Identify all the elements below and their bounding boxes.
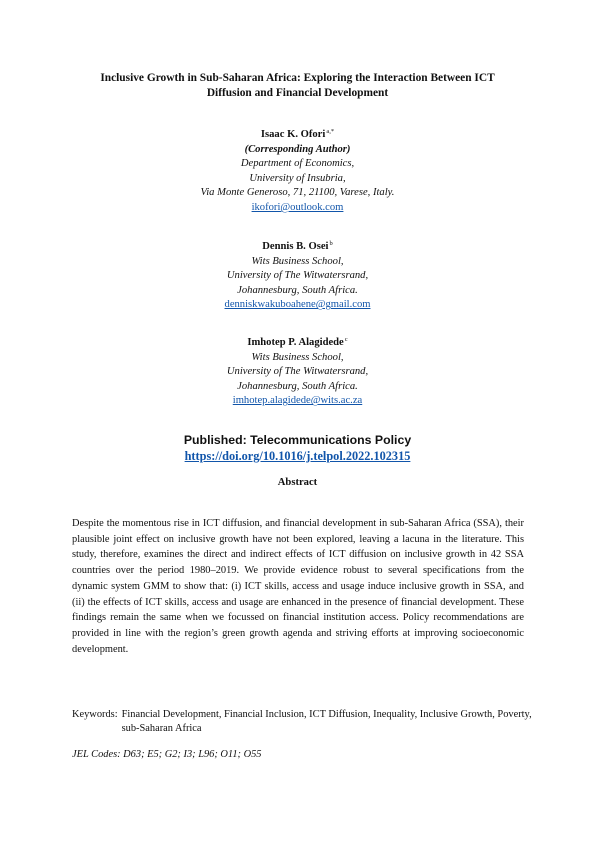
affiliation-line: University of The Witwatersrand,	[226, 270, 369, 282]
publication-info	[0, 432, 595, 464]
author-name: Imhotep P. Alagidede$^c$	[247, 336, 348, 348]
jel-codes: JEL Codes: D63; E5; G2; I3; L96; O11; O55	[72, 749, 262, 760]
author-affiliation-mark: b	[329, 240, 333, 247]
title-line-2: Diffusion and Financial Development	[206, 87, 389, 99]
author-name: Isaac K. Ofori$^{a,*}$	[260, 128, 335, 140]
author-affiliation-mark: a,*	[326, 128, 335, 135]
paper-title	[0, 71, 595, 101]
keywords	[72, 708, 532, 737]
affiliation-line: Wits Business School,	[251, 255, 344, 267]
author-block-2	[0, 237, 595, 313]
title-line-1: Inclusive Growth in Sub-Saharan Africa: Exploring the Interaction Between ICT	[100, 72, 495, 84]
affiliation-line: Via Monte Generoso, 71, 21100, Varese, Italy.	[200, 187, 395, 199]
affiliation-line: University of Insubria,	[249, 172, 346, 184]
keywords-text: Financial Development, Financial Inclusion, ICT Diffusion, Inequality, Inclusive Growth, Poverty, sub-Saharan Africa	[121, 709, 532, 735]
author-email-link[interactable]: imhotep.alagidede@wits.ac.za	[232, 395, 363, 407]
author-name: Dennis B. Osei$^b$	[262, 240, 333, 252]
abstract-heading: Abstract	[277, 477, 318, 488]
affiliation-line: Johannesburg, South Africa.	[237, 380, 358, 392]
author-block-3	[0, 333, 595, 409]
affiliation-line: Wits Business School,	[251, 351, 344, 363]
affiliation-line: University of The Witwatersrand,	[226, 366, 369, 378]
author-email-link[interactable]: denniskwakuboahene@gmail.com	[224, 299, 371, 311]
affiliation-line: Department of Economics,	[240, 158, 355, 170]
author-role: (Corresponding Author)	[244, 143, 351, 155]
abstract-text: Despite the momentous rise in ICT diffusion, and financial development in sub-Saharan Africa (SSA), their plausible joint effect on inclusive growth have not been explored, leaving a lacuna in the literature. This study, therefore, examines the direct and indirect effects of ICT diffusion on inclusive growth in 42 SSA countries over the period 1980–2019. We provide evidence robust to several specifications from the dynamic system GMM to show that: (i) ICT skills, access and usage induce inclusive growth in SSA, and (ii) the effects of ICT skills, access and usage are enhanced in the presence of financial development. These findings remain the same when we focussed on financial institution access. Policy recommendations are provided in line with the region’s green growth agenda and striving efforts at improving socioeconomic development.	[72, 518, 524, 655]
author-block-1	[0, 125, 595, 216]
author-affiliation-mark: c	[344, 336, 348, 343]
keywords-label: Keywords:	[72, 709, 118, 720]
affiliation-line: Johannesburg, South Africa.	[237, 284, 358, 296]
doi-link[interactable]: https://doi.org/10.1016/j.telpol.2022.102315	[184, 449, 411, 463]
author-email-link[interactable]: ikofori@outlook.com	[251, 201, 344, 213]
published-label: Published: Telecommunications Policy	[183, 433, 412, 447]
